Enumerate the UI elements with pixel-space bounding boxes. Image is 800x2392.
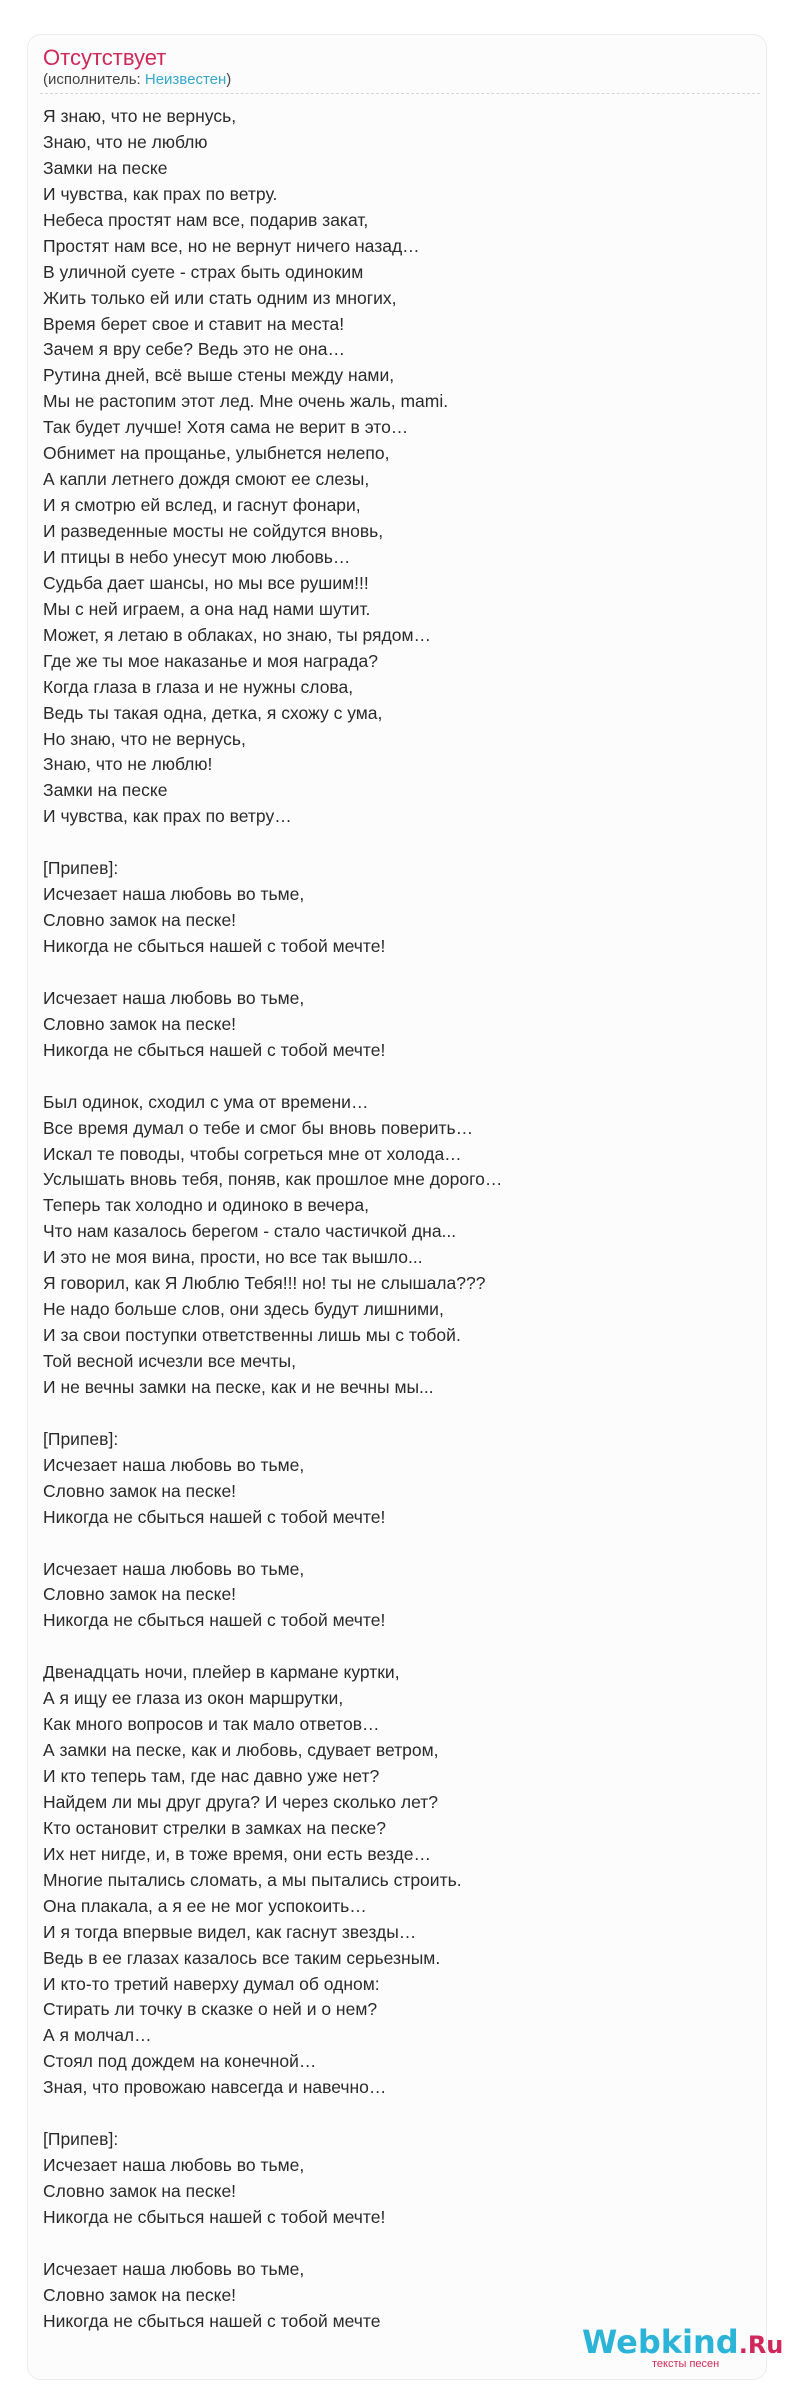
lyric-line: [Припев]: xyxy=(43,858,119,879)
artist-link[interactable]: Неизвестен xyxy=(144,71,227,88)
lyric-line: Знаю, что не люблю xyxy=(43,131,208,152)
lyric-line: Обнимет на прощанье, улыбнется нелепо, xyxy=(43,443,390,464)
lyric-line: Словно замок на песке! xyxy=(43,1584,237,1605)
lyric-line: Где же ты мое наказанье и моя награда? xyxy=(43,650,378,671)
lyric-line: Словно замок на песке! xyxy=(43,1480,237,1501)
lyric-line: И это не моя вина, прости, но все так вышло... xyxy=(43,1247,423,1268)
lyric-line: Их нет нигде, и, в тоже время, они есть везде… xyxy=(43,1843,431,1864)
lyric-line: Я знаю, что не вернусь, xyxy=(43,106,237,126)
lyric-line: Может, я летаю в облаках, но знаю, ты рядом… xyxy=(43,624,431,645)
lyric-line xyxy=(43,960,743,986)
logo-name: Webkind xyxy=(582,2323,739,2361)
lyric-line: Никогда не сбыться нашей с тобой мечте! xyxy=(43,2206,386,2227)
lyric-line: [Припев]: xyxy=(43,1428,119,1449)
lyric-line: И кто теперь там, где нас давно уже нет? xyxy=(43,1766,380,1786)
lyric-line: Она плакала, а я ее не мог успокоить… xyxy=(43,1895,367,1916)
lyric-line: Исчезает наша любовь во тьме, xyxy=(43,1454,305,1475)
lyric-line: Судьба дает шансы, но мы все рушим!!! xyxy=(43,572,369,593)
lyric-line: Зачем я вру себе? Ведь это не она… xyxy=(43,339,345,360)
lyric-line: И птицы в небо унесут мою любовь… xyxy=(43,546,351,567)
lyric-line: Мы с ней играем, а она над нами шутит. xyxy=(43,598,371,619)
lyric-line: Исчезает наша любовь во тьме, xyxy=(43,2258,305,2279)
lyric-line: Зная, что провожаю навсегда и навечно… xyxy=(43,2077,387,2098)
lyric-line: Время берет свое и ставит на места! xyxy=(43,313,345,334)
lyric-line xyxy=(43,1064,743,1090)
lyric-line: Все время думал о тебе и смог бы вновь поверить… xyxy=(43,1117,474,1138)
lyric-line: Простят нам все, но не вернут ничего назад… xyxy=(43,235,420,256)
lyric-line: Никогда не сбыться нашей с тобой мечте! xyxy=(43,1506,386,1527)
lyric-line: И чувства, как прах по ветру. xyxy=(43,183,278,204)
lyrics-body xyxy=(43,104,743,2335)
lyric-line: Словно замок на песке! xyxy=(43,2284,237,2305)
lyric-line: И чувства, как прах по ветру… xyxy=(43,806,292,827)
lyric-line: Двенадцать ночи, плейер в кармане куртки, xyxy=(43,1662,400,1683)
lyric-line: И кто-то третий наверху думал об одном: xyxy=(43,1973,380,1994)
lyric-line xyxy=(43,1634,743,1660)
lyric-line: Замки на песке xyxy=(43,157,168,178)
lyric-line: Что нам казалось берегом - стало частичкой дна... xyxy=(43,1221,457,1242)
lyric-line: А я молчал… xyxy=(43,2025,152,2046)
lyric-line: Словно замок на песке! xyxy=(43,1013,237,1034)
lyric-line: Найдем ли мы друг друга? И через сколько лет? xyxy=(43,1791,438,1812)
artist-suffix: ) xyxy=(226,71,232,88)
lyric-line: А капли летнего дождя смоют ее слезы, xyxy=(43,469,370,490)
lyric-line xyxy=(43,1531,743,1557)
lyric-line: Той весной исчезли все мечты, xyxy=(43,1351,296,1371)
divider xyxy=(40,93,760,94)
lyric-line: А замки на песке, как и любовь, сдувает ветром, xyxy=(43,1740,439,1761)
lyric-line: Многие пытались сломать, а мы пытались строить. xyxy=(43,1869,462,1890)
lyric-line: Никогда не сбыться нашей с тобой мечте! xyxy=(43,1610,386,1631)
lyric-line: Никогда не сбыться нашей с тобой мечте! xyxy=(43,1039,386,1060)
lyric-line: Рутина дней, всё выше стены между нами, xyxy=(43,365,395,386)
lyric-line: Так будет лучше! Хотя сама не верит в это… xyxy=(43,417,409,438)
song-title: Отсутствует xyxy=(43,45,167,70)
lyric-line: Искал те поводы, чтобы согреться мне от холода… xyxy=(43,1143,462,1164)
lyric-line: Кто остановит стрелки в замках на песке? xyxy=(43,1817,387,1838)
lyric-line: Услышать вновь тебя, поняв, как прошлое мне дорого… xyxy=(43,1169,503,1190)
lyric-line: Ведь ты такая одна, детка, я схожу с ума, xyxy=(43,702,383,723)
lyric-line: Стоял под дождем на конечной… xyxy=(43,2051,317,2072)
lyric-line: Исчезает наша любовь во тьме, xyxy=(43,987,305,1008)
lyric-line xyxy=(43,2101,743,2127)
lyric-line xyxy=(43,2231,743,2257)
logo-tld: .Ru xyxy=(738,2331,784,2359)
logo-tagline: тексты песен xyxy=(652,2358,720,2370)
lyric-line: Небеса простят нам все, подарив закат, xyxy=(43,209,369,230)
lyric-line: Теперь так холодно и одиноко в вечера, xyxy=(43,1195,369,1216)
lyric-line: Исчезает наша любовь во тьме, xyxy=(43,884,305,905)
site-logo[interactable] xyxy=(582,2322,784,2372)
lyric-line: И я тогда впервые видел, как гаснут звезды… xyxy=(43,1921,417,1942)
lyric-line xyxy=(43,1401,743,1427)
lyric-line: Исчезает наша любовь во тьме, xyxy=(43,1558,305,1579)
lyric-line: Мы не растопим этот лед. Мне очень жаль, mami. xyxy=(43,391,449,412)
lyric-line: Я говорил, как Я Люблю Тебя!!! но! ты не слышала??? xyxy=(43,1273,486,1294)
lyric-line: Когда глаза в глаза и не нужны слова, xyxy=(43,676,354,697)
lyric-line: Никогда не сбыться нашей с тобой мечте! xyxy=(43,936,386,956)
lyric-line: Ведь в ее глазах казалось все таким серьезным. xyxy=(43,1947,441,1968)
lyric-line xyxy=(43,830,743,856)
lyric-line: И не вечны замки на песке, как и не вечны мы... xyxy=(43,1376,434,1397)
artist-prefix: (исполнитель: xyxy=(43,71,145,88)
lyric-line: И разведенные мосты не сойдутся вновь, xyxy=(43,521,384,541)
lyric-line: И за свои поступки ответственны лишь мы с тобой. xyxy=(43,1325,461,1346)
lyric-line: И я смотрю ей вслед, и гаснут фонари, xyxy=(43,495,361,516)
lyric-line: Исчезает наша любовь во тьме, xyxy=(43,2155,305,2176)
lyric-line: Словно замок на песке! xyxy=(43,2181,237,2201)
lyric-line: Знаю, что не люблю! xyxy=(43,754,213,775)
lyric-line: Словно замок на песке! xyxy=(43,910,237,931)
lyric-line: Как много вопросов и так мало ответов… xyxy=(43,1714,380,1735)
lyric-line: В уличной суете - страх быть одиноким xyxy=(43,261,364,282)
lyric-line: [Припев]: xyxy=(43,2129,119,2150)
lyric-line: Жить только ей или стать одним из многих, xyxy=(43,287,397,308)
lyric-line: А я ищу ее глаза из окон маршрутки, xyxy=(43,1688,344,1709)
lyric-line: Стирать ли точку в сказке о ней и о нем? xyxy=(43,1999,378,2020)
lyric-line: Не надо больше слов, они здесь будут лишними, xyxy=(43,1299,444,1320)
lyric-line: Но знаю, что не вернусь, xyxy=(43,728,246,749)
artist-line xyxy=(43,70,231,90)
lyric-line: Замки на песке xyxy=(43,780,168,801)
lyric-line: Никогда не сбыться нашей с тобой мечте xyxy=(43,2310,381,2331)
lyric-line: Был одинок, сходил с ума от времени… xyxy=(43,1091,369,1112)
